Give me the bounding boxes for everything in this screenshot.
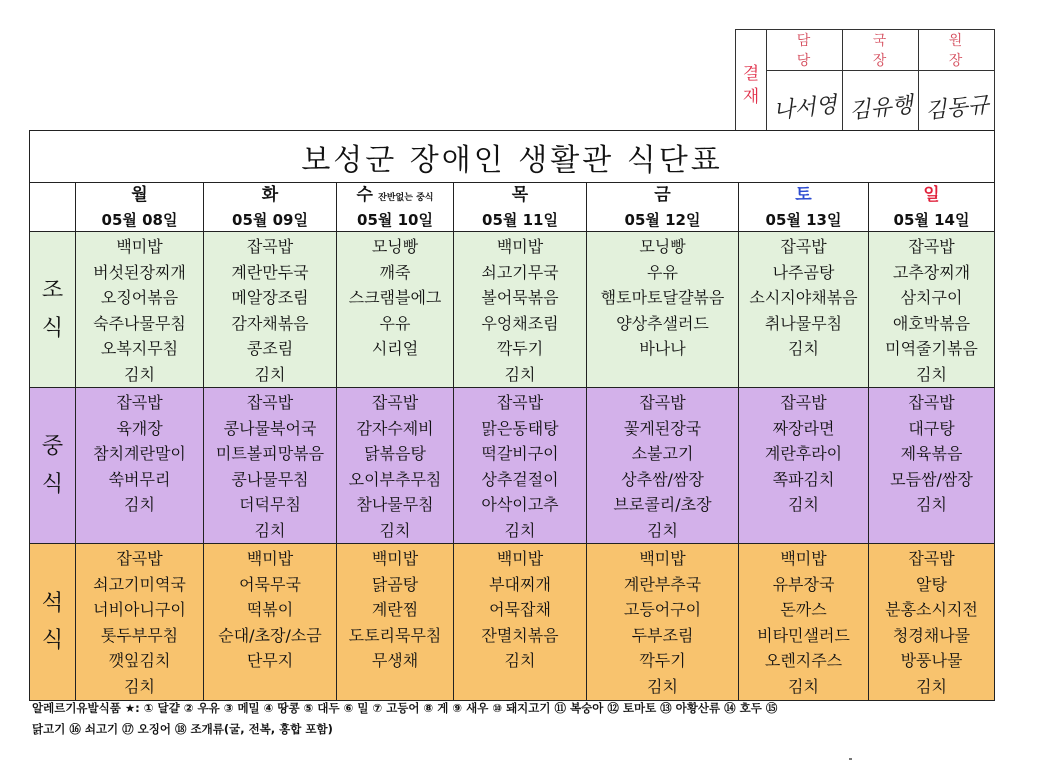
menu-item: 브로콜리/초장 — [613, 495, 712, 514]
menu-item: 깻잎김치 — [108, 651, 171, 670]
menu-item: 백미밥 — [371, 549, 419, 568]
menu-item: 잡곡밥 — [780, 393, 827, 412]
menu-cell — [587, 544, 739, 701]
menu-cell — [204, 232, 337, 388]
menu-item: 너비아니구이 — [93, 600, 186, 619]
menu-item: 모듬쌈/쌈장 — [890, 469, 973, 489]
menu-item: 아삭이고추 — [481, 495, 559, 514]
menu-item: 깍두기 — [639, 651, 686, 670]
menu-item: 소불고기 — [631, 444, 694, 463]
day-header-4 — [587, 183, 739, 232]
menu-item: 김치 — [788, 495, 819, 514]
menu-item: 잡곡밥 — [246, 237, 294, 256]
menu-cell — [869, 232, 995, 388]
menu-item: 콩조림 — [246, 339, 294, 358]
menu-item: 미트볼피망볶음 — [215, 444, 325, 463]
day-header-6 — [869, 183, 995, 232]
menu-item: 잡곡밥 — [116, 393, 163, 412]
approval-box — [735, 29, 995, 143]
menu-item: 더덕무침 — [239, 495, 301, 514]
menu-item: 애호박볶음 — [892, 313, 971, 333]
menu-item: 감자수제비 — [356, 418, 434, 438]
menu-item: 김치 — [647, 676, 678, 696]
menu-item: 바나나 — [639, 339, 686, 358]
menu-item: 오복지무침 — [100, 339, 179, 358]
menu-item: 시리얼 — [371, 339, 419, 358]
day-name: 목 — [511, 185, 529, 205]
menu-item: 쇠고기무국 — [481, 262, 559, 282]
day-date: 05월 14일 — [893, 210, 970, 229]
menu-item: 삼치구이 — [900, 288, 963, 307]
menu-item: 잡곡밥 — [639, 393, 686, 412]
day-name-wrap — [337, 183, 453, 209]
menu-item: 잡곡밥 — [908, 393, 955, 412]
approval-role-staff: 담 당 — [767, 30, 843, 71]
menu-item: 잔멸치볶음 — [481, 625, 559, 645]
menu-item: 오이부추무침 — [348, 469, 442, 489]
menu-item: 햄토마토달걀볶음 — [600, 288, 725, 307]
menu-item: 김치 — [254, 520, 286, 540]
menu-item: 돈까스 — [780, 600, 827, 619]
signature-director-text: 김유행 — [847, 92, 914, 125]
menu-item: 두부조림 — [631, 625, 694, 645]
menu-cell — [739, 388, 869, 544]
menu-item: 김치 — [124, 495, 155, 514]
menu-item: 계란만두국 — [231, 262, 309, 282]
menu-cell — [76, 232, 204, 388]
menu-item: 깨죽 — [379, 262, 411, 282]
menu-item: 김치 — [124, 676, 155, 696]
menu-item: 백미밥 — [116, 237, 163, 256]
menu-item: 김치 — [504, 651, 536, 670]
menu-item: 순대/초장/소금 — [218, 625, 322, 645]
menu-item: 잡곡밥 — [246, 393, 294, 412]
menu-item: 어묵잡채 — [489, 600, 551, 619]
menu-item: 버섯된장찌개 — [93, 262, 186, 282]
menu-cell — [454, 388, 587, 544]
day-header-0 — [76, 183, 204, 232]
allergy-legend — [32, 698, 992, 740]
menu-item: 부대찌개 — [489, 574, 551, 594]
menu-item: 우유 — [647, 262, 678, 282]
menu-item: 상추쌈/쌈장 — [621, 469, 704, 489]
menu-item: 깍두기 — [496, 339, 544, 358]
menu-item: 스크램블에그 — [348, 288, 442, 307]
menu-cell — [454, 232, 587, 388]
menu-item: 청경채나물 — [892, 625, 971, 645]
menu-item: 숙주나물무침 — [93, 313, 186, 333]
day-date: 05월 08일 — [101, 210, 178, 229]
menu-cell — [337, 388, 454, 544]
menu-item: 참치계란말이 — [93, 444, 186, 463]
menu-item: 김치 — [124, 364, 155, 384]
menu-cell — [454, 544, 587, 701]
day-date: 05월 13일 — [765, 210, 842, 229]
menu-cell — [337, 232, 454, 388]
lunch-row — [30, 388, 995, 544]
menu-item: 쪽파김치 — [772, 469, 835, 489]
breakfast-label: 조 식 — [30, 232, 76, 388]
menu-item: 쑥버무리 — [108, 469, 171, 489]
menu-item: 알탕 — [916, 574, 947, 594]
menu-item: 김치 — [916, 364, 947, 384]
menu-item: 오징어볶음 — [100, 288, 179, 307]
menu-item: 육개장 — [116, 418, 163, 438]
day-name: 토 — [795, 185, 812, 205]
day-date: 05월 10일 — [357, 210, 433, 229]
day-header-1 — [204, 183, 337, 232]
menu-item: 고추장찌개 — [892, 262, 971, 282]
day-name: 일 — [923, 185, 940, 205]
menu-item: 잡곡밥 — [780, 237, 827, 256]
header-corner — [30, 183, 76, 232]
signature-staff-text: 나서영 — [771, 92, 838, 125]
menu-item: 백미밥 — [496, 237, 544, 256]
dinner-row — [30, 544, 995, 701]
menu-cell — [587, 232, 739, 388]
menu-item: 잡곡밥 — [496, 393, 544, 412]
menu-item: 참나물무침 — [356, 495, 434, 514]
menu-item: 어묵무국 — [239, 574, 301, 594]
day-name: 수 — [356, 185, 373, 205]
menu-item: 잡곡밥 — [908, 237, 955, 256]
menu-item: 계란부추국 — [623, 574, 702, 594]
approval-role-head: 원 장 — [919, 30, 995, 71]
menu-cell — [337, 544, 454, 701]
menu-item: 무생채 — [371, 651, 419, 670]
day-note: 잔반없는 중식 — [378, 193, 434, 203]
menu-item: 백미밥 — [246, 549, 294, 568]
day-header-row — [30, 183, 995, 232]
menu-item: 잡곡밥 — [371, 393, 419, 412]
day-date: 05월 09일 — [232, 210, 308, 229]
menu-item: 양상추샐러드 — [616, 313, 709, 333]
menu-cell — [739, 232, 869, 388]
day-name: 금 — [654, 185, 671, 205]
day-date: 05월 11일 — [482, 210, 558, 229]
dinner-label: 석 식 — [30, 544, 76, 701]
menu-item: 김치 — [504, 364, 536, 384]
menu-item: 백미밥 — [639, 549, 686, 568]
lunch-label: 중 식 — [30, 388, 76, 544]
menu-item: 백미밥 — [496, 549, 544, 568]
menu-item: 취나물무침 — [764, 313, 843, 333]
menu-item: 비타민샐러드 — [757, 625, 850, 645]
menu-item: 콩나물무침 — [231, 469, 309, 489]
menu-item: 톳두부무침 — [100, 625, 179, 645]
menu-item: 고등어구이 — [623, 600, 702, 619]
menu-item: 계란후라이 — [764, 444, 843, 463]
menu-cell — [76, 544, 204, 701]
menu-item: 김치 — [916, 676, 947, 696]
menu-item: 김치 — [504, 520, 536, 540]
menu-item: 김치 — [254, 364, 286, 384]
menu-item: 김치 — [788, 676, 819, 696]
menu-item: 모닝빵 — [371, 237, 419, 256]
menu-item: 미역줄기볶음 — [885, 339, 978, 358]
menu-cell — [869, 388, 995, 544]
menu-item: 우유 — [379, 313, 411, 333]
menu-item: 계란찜 — [371, 600, 419, 619]
menu-item: 유부장국 — [772, 574, 835, 594]
menu-item: 메알장조림 — [231, 288, 309, 307]
menu-item: 소시지야채볶음 — [749, 288, 858, 307]
menu-item: 단무지 — [246, 651, 294, 670]
menu-item: 우엉채조림 — [481, 313, 559, 333]
menu-item: 떡갈비구이 — [481, 444, 559, 463]
menu-item: 쇠고기미역국 — [93, 574, 186, 594]
allergy-line-1: 알레르기유발식품 ★: ① 달걀 ② 우유 ③ 메밀 ④ 땅콩 ⑤ 대두 ⑥ 밀 ⑦ 고등어 ⑧ 게 ⑨ 새우 ⑩ 돼지고기 ⑪ 복숭아 ⑫ 토마토 ⑬ 아황산류 ⑭ 호두 ⑮ — [32, 701, 778, 715]
menu-item: 떡볶이 — [246, 600, 294, 619]
approval-role-director: 국 장 — [843, 30, 919, 71]
allergy-line-2: 닭고기 ⑯ 쇠고기 ⑰ 오징어 ⑱ 조개류(굴, 전복, 홍합 포함) — [32, 722, 333, 736]
menu-item: 닭볶음탕 — [364, 444, 426, 463]
menu-item: 오렌지주스 — [764, 651, 843, 670]
menu-item: 대구탕 — [908, 418, 955, 438]
menu-item: 콩나물북어국 — [223, 418, 317, 438]
menu-item: 김치 — [379, 520, 411, 540]
menu-item: 상추겉절이 — [481, 469, 559, 489]
menu-item: 잡곡밥 — [116, 549, 163, 568]
page-title: 보성군 장애인 생활관 식단표 — [30, 131, 995, 183]
menu-cell — [739, 544, 869, 701]
menu-cell — [204, 544, 337, 701]
menu-item: 닭곰탕 — [371, 574, 419, 594]
menu-cell — [76, 388, 204, 544]
day-name: 화 — [261, 185, 279, 205]
menu-item: 김치 — [916, 495, 947, 514]
menu-cell — [204, 388, 337, 544]
menu-item: 도토리묵무침 — [348, 625, 442, 645]
menu-item: 짜장라면 — [772, 418, 835, 438]
menu-table — [29, 130, 995, 701]
menu-item: 분홍소시지전 — [885, 600, 978, 619]
menu-item: 김치 — [788, 339, 819, 358]
menu-item: 감자채볶음 — [231, 313, 309, 333]
menu-item: 김치 — [647, 520, 678, 540]
menu-item: 제육볶음 — [900, 444, 963, 463]
menu-item: 방풍나물 — [900, 651, 963, 670]
day-name: 월 — [131, 185, 148, 205]
day-header-3 — [454, 183, 587, 232]
signature-head-text: 김동규 — [923, 92, 990, 125]
menu-item: 잡곡밥 — [908, 549, 955, 568]
day-header-5 — [739, 183, 869, 232]
menu-item: 맑은동태탕 — [481, 418, 559, 438]
menu-item: 백미밥 — [780, 549, 827, 568]
day-date: 05월 12일 — [624, 210, 701, 229]
day-header-2 — [337, 183, 454, 232]
menu-item: 꽃게된장국 — [623, 418, 702, 438]
breakfast-row — [30, 232, 995, 388]
menu-item: 나주곰탕 — [772, 262, 835, 282]
scan-speck — [849, 758, 852, 760]
menu-cell — [869, 544, 995, 701]
approval-label: 결 재 — [736, 30, 767, 143]
menu-cell — [587, 388, 739, 544]
menu-item: 볼어묵볶음 — [481, 288, 559, 307]
menu-item: 모닝빵 — [639, 237, 686, 256]
